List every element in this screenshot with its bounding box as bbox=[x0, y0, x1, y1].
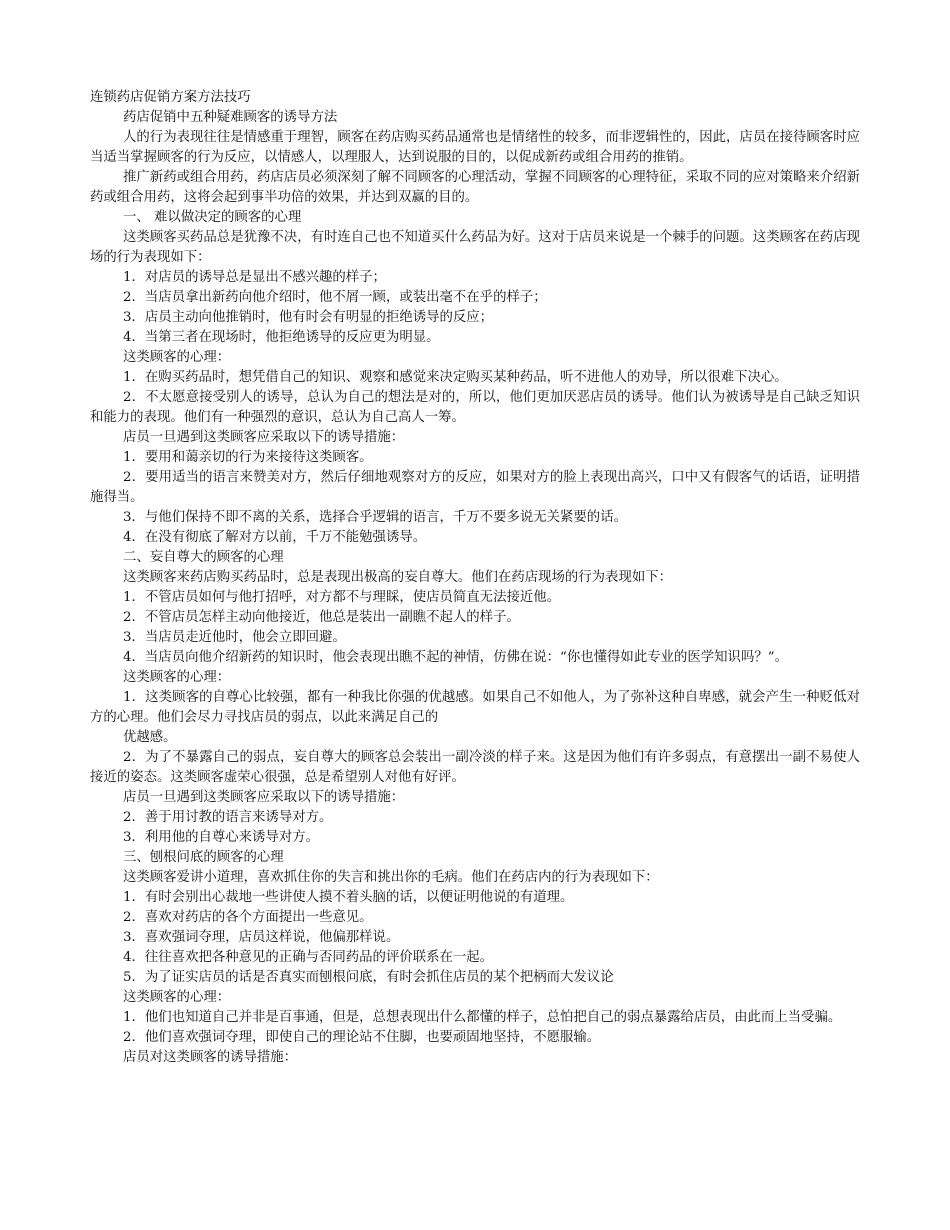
measures-label: 店员一旦遇到这类顾客应采取以下的诱导措施： bbox=[123, 790, 405, 805]
measure-item: 2．善于用讨教的语言来诱导对方。 bbox=[123, 810, 333, 825]
behavior-item: 1．对店员的诱导总是显出不感兴趣的样子； bbox=[123, 270, 386, 285]
behavior-item: 2．喜欢对药店的各个方面提出一些意见。 bbox=[123, 910, 373, 925]
psych-item: 2．不太愿意接受别人的诱导，总认为自己的想法是对的，所以，他们更加厌恶店员的诱导。他们认为被诱导是自己缺乏知识和能力的表现。他们有一种强烈的意识，总认为自己高人一筹。 bbox=[90, 390, 860, 425]
measure-item: 1．要用和蔼亲切的行为来接待这类顾客。 bbox=[123, 450, 373, 465]
section-heading: 三、刨根问底的顾客的心理 bbox=[123, 850, 284, 865]
measures-label: 店员对这类顾客的诱导措施： bbox=[123, 1050, 298, 1065]
behavior-item: 4．往往喜欢把各种意见的正确与否同药品的评价联系在一起。 bbox=[123, 950, 494, 965]
psych-label: 这类顾客的心理： bbox=[123, 670, 231, 685]
behavior-item: 1．有时会别出心裁地一些讲使人摸不着头脑的话，以便证明他说的有道理。 bbox=[123, 890, 574, 905]
behavior-item: 2．不管店员怎样主动向他接近，他总是装出一副瞧不起人的样子。 bbox=[123, 610, 520, 625]
behavior-item: 2．当店员拿出新药向他介绍时，他不屑一顾，或装出毫不在乎的样子； bbox=[123, 290, 547, 305]
section-heading: 一、 难以做决定的顾客的心理 bbox=[123, 210, 302, 225]
document-title: 连锁药店促销方案方法技巧 bbox=[90, 90, 251, 105]
document-subtitle: 药店促销中五种疑难顾客的诱导方法 bbox=[123, 110, 338, 125]
psych-label: 这类顾客的心理： bbox=[123, 990, 231, 1005]
intro-paragraph: 推广新药或组合用药，药店店员必须深刻了解不同顾客的心理活动，掌握不同顾客的心理特征，采取不同的应对策略来介绍新药或组合用药，这将会起到事半功倍的效果，并达到双赢的目的。 bbox=[90, 170, 860, 205]
psych-item: 2．为了不暴露自己的弱点，妄自尊大的顾客总会装出一副冷淡的样子来。这是因为他们有许多弱点，有意摆出一副不易使人接近的姿态。这类顾客虚荣心很强，总是希望别人对他有好评。 bbox=[90, 750, 860, 785]
psych-item: 1．这类顾客的自尊心比较强，都有一种我比你强的优越感。如果自己不如他人，为了弥补这种自卑感，就会产生一种贬低对方的心理。他们会尽力寻找店员的弱点，以此来满足自己的 bbox=[90, 690, 860, 725]
behavior-item: 4．当店员向他介绍新药的知识时，他会表现出瞧不起的神情，仿佛在说：“你也懂得如此专业的医学知识吗？”。 bbox=[123, 650, 788, 665]
section-intro: 这类顾客来药店购买药品时，总是表现出极高的妄自尊大。他们在药店现场的行为表现如下： bbox=[123, 570, 673, 585]
measures-label: 店员一旦遇到这类顾客应采取以下的诱导措施： bbox=[123, 430, 405, 445]
psych-item: 1．在购买药品时，想凭借自己的知识、观察和感觉来决定购买某种药品，听不进他人的劝导，所以很难下决心。 bbox=[123, 370, 788, 385]
section-heading: 二、妄自尊大的顾客的心理 bbox=[123, 550, 284, 565]
measure-item: 3．与他们保持不即不离的关系，选择合乎逻辑的语言，千万不要多说无关紧要的话。 bbox=[123, 510, 627, 525]
psych-item: 2．他们喜欢强词夺理，即使自己的理论站不住脚，也要顽固地坚持，不愿服输。 bbox=[123, 1030, 601, 1045]
measure-item: 2．要用适当的语言来赞美对方，然后仔细地观察对方的反应，如果对方的脸上表现出高兴，口中又有假客气的话语，证明措施得当。 bbox=[90, 470, 860, 505]
psych-label: 这类顾客的心理： bbox=[123, 350, 231, 365]
behavior-item: 3．店员主动向他推销时，他有时会有明显的拒绝诱导的反应； bbox=[123, 310, 494, 325]
measure-item: 3．利用他的自尊心来诱导对方。 bbox=[123, 830, 319, 845]
section-intro: 这类顾客买药品总是犹豫不决，有时连自己也不知道买什么药品为好。这对于店员来说是一个棘手的问题。这类顾客在药店现场的行为表现如下： bbox=[90, 230, 860, 265]
behavior-item: 4．当第三者在现场时，他拒绝诱导的反应更为明显。 bbox=[123, 330, 440, 345]
behavior-item: 3．喜欢强词夺理，店员这样说，他偏那样说。 bbox=[123, 930, 400, 945]
psych-item-continuation: 优越感。 bbox=[123, 730, 177, 745]
behavior-item: 5．为了证实店员的话是否真实而刨根问底，有时会抓住店员的某个把柄而大发议论 bbox=[123, 970, 614, 985]
psych-item: 1．他们也知道自己并非是百事通，但是，总想表现出什么都懂的样子，总怕把自己的弱点暴露给店员，由此而上当受骗。 bbox=[123, 1010, 842, 1025]
intro-paragraph: 人的行为表现往往是情感重于理智，顾客在药店购买药品通常也是情绪性的较多，而非逻辑性的，因此，店员在接待顾客时应当适当掌握顾客的行为反应，以情感人，以理服人，达到说服的目的，以促成新药或组合用药的推销。 bbox=[90, 130, 860, 165]
behavior-item: 3．当店员走近他时，他会立即回避。 bbox=[123, 630, 346, 645]
measure-item: 4．在没有彻底了解对方以前，千万不能勉强诱导。 bbox=[123, 530, 427, 545]
behavior-item: 1．不管店员如何与他打招呼，对方都不与理睬，使店员简直无法接近他。 bbox=[123, 590, 561, 605]
section-intro: 这类顾客爱讲小道理，喜欢抓住你的失言和挑出你的毛病。他们在药店内的行为表现如下： bbox=[123, 870, 659, 885]
